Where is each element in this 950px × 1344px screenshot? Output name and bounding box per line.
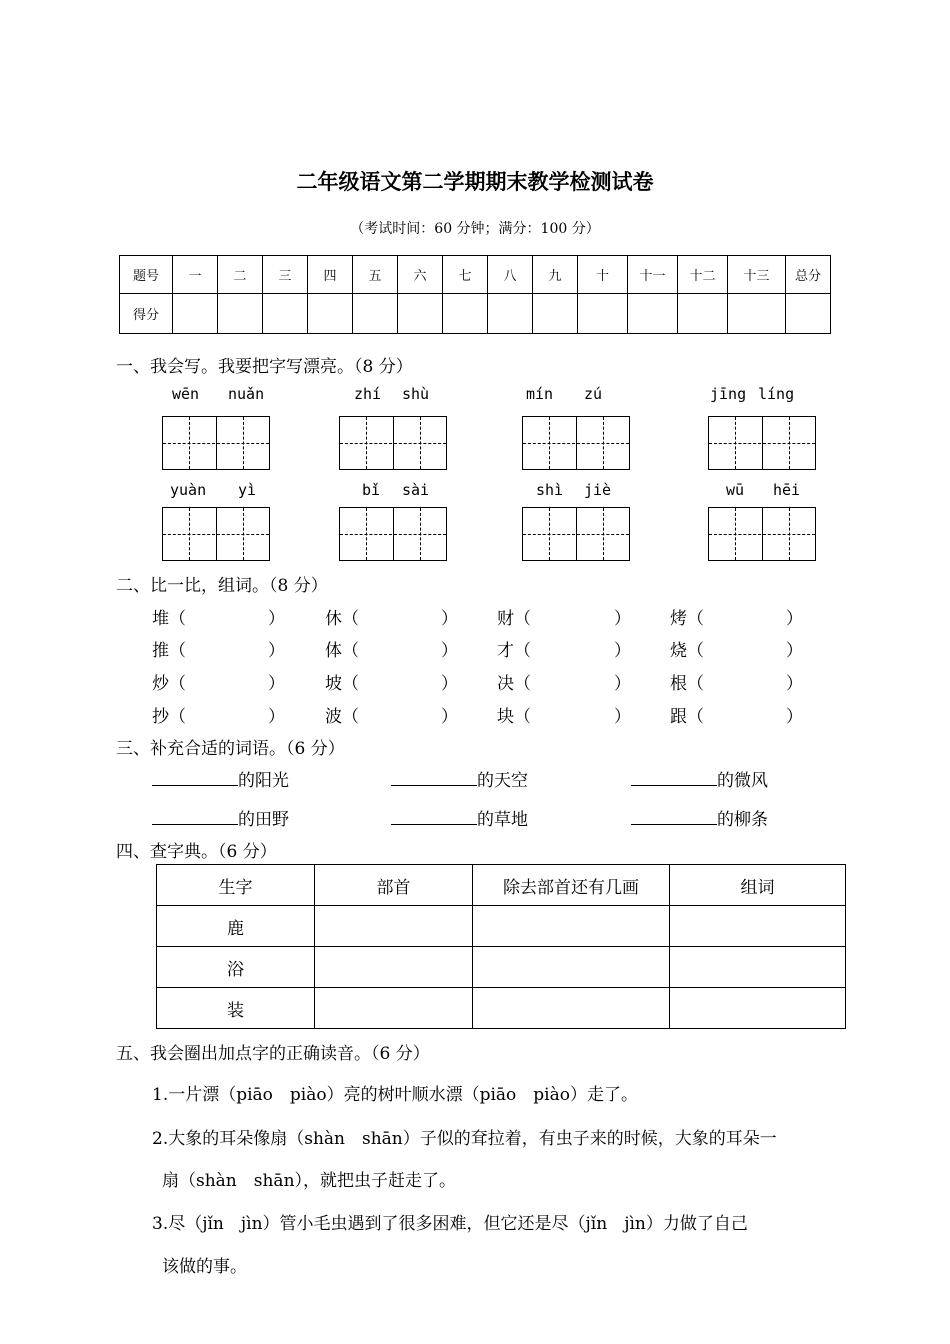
open-paren: （ [342,674,359,694]
word-char: 财 [497,609,514,629]
word-item [152,636,186,661]
word-item [670,604,704,629]
open-paren: （ [169,609,186,629]
exam-info: （考试时间：60 分钟；满分：100 分） [350,221,600,237]
close-paren: ） [614,674,631,694]
pinyin: zhí [354,385,382,403]
dict-row [157,906,846,947]
section4-heading: 四、查字典。（6 分） [116,842,277,862]
score-header-row [120,256,831,294]
open-paren: （ [169,641,186,661]
pinyin: mín [526,385,554,403]
pinyin: jīng [710,385,747,403]
open-paren: （ [342,609,359,629]
close-paren: ） [268,609,285,629]
close-paren: ） [614,609,631,629]
question-2-line1: 2.大象的耳朵像扇（shàn shān）子似的耷拉着，有虫子来的时候，大象的耳朵一 [152,1129,777,1149]
dictionary-table [156,864,846,1029]
dict-header: 除去部首还有几画 [473,865,670,906]
fill-item: 的微风 [631,766,768,791]
dict-cell[interactable] [473,906,670,947]
score-col: 十一 [628,256,678,294]
open-paren: （ [687,609,704,629]
word-char: 炒 [152,674,169,694]
pinyin: bǐ [362,481,381,499]
dict-char: 装 [157,988,315,1029]
word-char: 推 [152,641,169,661]
close-paren: ） [786,707,803,727]
open-paren: （ [514,707,531,727]
page-title: 二年级语文第二学期期末教学检测试卷 [296,170,654,194]
open-paren: （ [687,707,704,727]
score-cell[interactable] [308,294,353,334]
section1-heading: 一、我会写。我要把字写漂亮。（8 分） [116,357,413,377]
score-cell[interactable] [263,294,308,334]
word-item [497,636,531,661]
word-char: 决 [497,674,514,694]
pinyin: shù [402,385,430,403]
pinyin: jiè [584,481,612,499]
open-paren: （ [169,674,186,694]
score-col-total: 总分 [786,256,831,294]
score-cell[interactable] [488,294,533,334]
dict-cell[interactable] [670,906,846,947]
word-char: 抄 [152,707,169,727]
open-paren: （ [687,674,704,694]
close-paren: ） [441,641,458,661]
writing-grid[interactable] [162,416,270,470]
word-char: 堆 [152,609,169,629]
open-paren: （ [514,674,531,694]
open-paren: （ [687,641,704,661]
score-col: 二 [218,256,263,294]
close-paren: ） [786,641,803,661]
dict-header: 组词 [670,865,846,906]
open-paren: （ [342,707,359,727]
dict-cell[interactable] [315,988,473,1029]
score-cell[interactable] [353,294,398,334]
dict-header-row [157,865,846,906]
answer-blank[interactable] [152,769,238,786]
word-item [670,636,704,661]
score-col: 六 [398,256,443,294]
question-3-line1: 3.尽（jǐn jìn）管小毛虫遇到了很多困难，但它还是尽（jǐn jìn）力做了自己 [152,1214,748,1234]
pinyin: wū [726,481,745,499]
close-paren: ） [268,674,285,694]
dict-row [157,947,846,988]
score-row-label: 题号 [120,256,173,294]
dict-header: 生字 [157,865,315,906]
score-col: 十 [578,256,628,294]
word-char: 根 [670,674,687,694]
score-cell[interactable] [218,294,263,334]
pinyin: zú [584,385,603,403]
word-item [152,669,186,694]
word-item [497,702,531,727]
close-paren: ） [268,707,285,727]
dict-cell[interactable] [473,988,670,1029]
word-char: 跟 [670,707,687,727]
word-item [670,669,704,694]
dict-header: 部首 [315,865,473,906]
question-3-line2: 该做的事。 [162,1257,247,1277]
word-char: 烤 [670,609,687,629]
pinyin: líng [758,385,795,403]
section3-heading: 三、补充合适的词语。（6 分） [116,739,345,759]
fill-item: 的田野 [152,805,289,830]
word-char: 烧 [670,641,687,661]
score-cell[interactable] [173,294,218,334]
pinyin: yuàn [170,481,207,499]
writing-grid[interactable] [162,507,270,561]
dict-cell[interactable] [315,906,473,947]
close-paren: ） [614,641,631,661]
word-char: 块 [497,707,514,727]
score-value-row [120,294,831,334]
score-col: 一 [173,256,218,294]
answer-blank[interactable] [631,769,717,786]
pinyin: hēi [773,481,801,499]
question-2-line2: 扇（shàn shān），就把虫子赶走了。 [162,1171,457,1191]
pinyin: sài [402,481,430,499]
score-cell[interactable] [443,294,488,334]
writing-grid[interactable] [708,507,816,561]
score-col: 九 [533,256,578,294]
writing-grid[interactable] [339,507,447,561]
word-item [670,702,704,727]
score-table [119,255,831,334]
score-cell[interactable] [578,294,628,334]
writing-grid[interactable] [522,416,630,470]
score-col: 八 [488,256,533,294]
pinyin: shì [536,481,564,499]
word-item [497,604,531,629]
score-col: 五 [353,256,398,294]
word-item [152,604,186,629]
score-row-label: 得分 [120,294,173,334]
answer-blank[interactable] [152,808,238,825]
fill-item: 的柳条 [631,805,768,830]
dict-cell[interactable] [670,947,846,988]
word-char: 休 [325,609,342,629]
score-col: 十三 [728,256,786,294]
word-item [325,669,359,694]
open-paren: （ [342,641,359,661]
word-item [152,702,186,727]
open-paren: （ [514,641,531,661]
close-paren: ） [441,674,458,694]
score-col: 七 [443,256,488,294]
answer-blank[interactable] [391,808,477,825]
close-paren: ） [441,609,458,629]
word-item [325,636,359,661]
dict-row [157,988,846,1029]
writing-grid[interactable] [339,416,447,470]
word-char: 才 [497,641,514,661]
section2-heading: 二、比一比，组词。（8 分） [116,576,328,596]
word-item [325,702,359,727]
fill-item: 的阳光 [152,766,289,791]
dict-char: 鹿 [157,906,315,947]
dict-cell[interactable] [670,988,846,1029]
score-cell[interactable] [533,294,578,334]
score-col: 三 [263,256,308,294]
score-cell[interactable] [678,294,728,334]
answer-blank[interactable] [391,769,477,786]
fill-item: 的天空 [391,766,528,791]
close-paren: ） [786,609,803,629]
score-cell[interactable] [398,294,443,334]
score-col: 十二 [678,256,728,294]
pinyin: wēn [172,385,200,403]
answer-blank[interactable] [631,808,717,825]
pinyin: yì [238,481,257,499]
open-paren: （ [514,609,531,629]
dict-char: 浴 [157,947,315,988]
close-paren: ） [786,674,803,694]
score-cell[interactable] [728,294,786,334]
close-paren: ） [268,641,285,661]
close-paren: ） [441,707,458,727]
fill-item: 的草地 [391,805,528,830]
word-char: 体 [325,641,342,661]
open-paren: （ [169,707,186,727]
score-col: 四 [308,256,353,294]
word-char: 坡 [325,674,342,694]
writing-grid[interactable] [522,507,630,561]
question-1: 1.一片漂（piāo piào）亮的树叶顺水漂（piāo piào）走了。 [152,1085,638,1105]
pinyin: nuǎn [228,385,265,403]
close-paren: ） [614,707,631,727]
score-cell[interactable] [786,294,831,334]
score-cell[interactable] [628,294,678,334]
writing-grid[interactable] [708,416,816,470]
section5-heading: 五、我会圈出加点字的正确读音。（6 分） [116,1044,430,1064]
word-item [497,669,531,694]
dict-cell[interactable] [473,947,670,988]
word-item [325,604,359,629]
dict-cell[interactable] [315,947,473,988]
word-char: 波 [325,707,342,727]
